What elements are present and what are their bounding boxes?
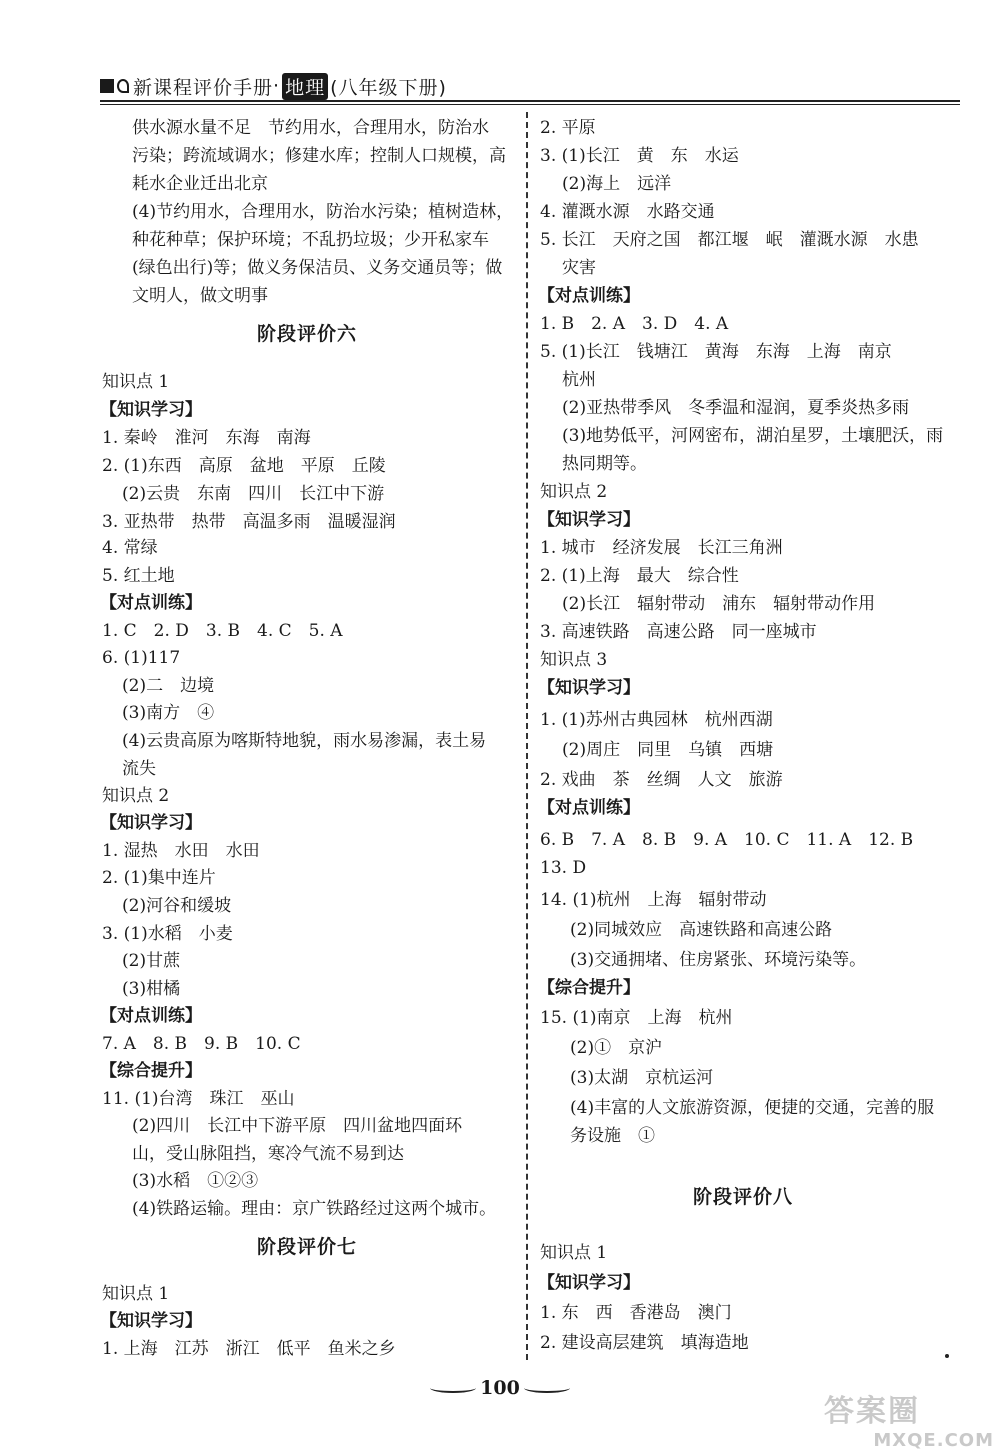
answer-line: 1. B 2. A 3. D 4. A — [540, 314, 729, 334]
answer-line: 7. A 8. B 9. B 10. C — [102, 1034, 301, 1054]
answer-line: (2)同城效应 高速铁路和高速公路 — [570, 920, 833, 940]
footer-ornament-right — [524, 1383, 570, 1393]
answer-line: 4. 常绿 — [102, 538, 158, 558]
answer-line: 山，受山脉阻挡，寒冷气流不易到达 — [132, 1144, 404, 1164]
answer-line: 杭州 — [562, 370, 596, 390]
answer-line: 3. 高速铁路 高速公路 同一座城市 — [540, 622, 817, 642]
answer-line: 种花种草；保护环境；不乱扔垃圾；少开私家车 — [132, 230, 489, 250]
answer-line: 5. 长江 天府之国 都江堰 岷 灌溉水源 水患 — [540, 230, 919, 250]
answer-line: (3)交通拥堵、住房紧张、环境污染等。 — [570, 950, 867, 970]
answer-line: 耗水企业迁出北京 — [132, 174, 268, 194]
answer-line: 知识点 2 — [540, 482, 608, 502]
answer-line: (3)太湖 京杭运河 — [570, 1068, 714, 1088]
page-number: 100 — [480, 1377, 520, 1399]
book-title: 新课程评价手册 — [133, 76, 274, 99]
answer-line: 1. C 2. D 3. B 4. C 5. A — [102, 621, 343, 641]
answer-line: (绿色出行)等；做义务保洁员、义务交通员等；做 — [132, 258, 503, 278]
answer-line: 6. (1)117 — [102, 648, 181, 668]
answer-line: 知识点 2 — [102, 786, 170, 806]
answer-line: 14. (1)杭州 上海 辐射带动 — [540, 890, 767, 910]
answer-line: 2. (1)东西 高原 盆地 平原 丘陵 — [102, 456, 386, 476]
answer-line: 1. (1)苏州古典园林 杭州西湖 — [540, 710, 773, 730]
answer-line: 知识点 1 — [102, 1284, 170, 1304]
answer-line: 11. (1)台湾 珠江 巫山 — [102, 1089, 295, 1109]
section-heading: 【对点训练】 — [538, 798, 640, 818]
answer-line: 15. (1)南京 上海 杭州 — [540, 1008, 733, 1028]
answer-line: (2)河谷和缓坡 — [122, 896, 232, 916]
answer-line: (2)四川 长江中下游平原 四川盆地四面环 — [132, 1116, 463, 1136]
answer-line: (2)长江 辐射带动 浦东 辐射带动作用 — [562, 594, 876, 614]
answer-line: 3. (1)长江 黄 东 水运 — [540, 146, 739, 166]
answer-line: 4. 灌溉水源 水路交通 — [540, 202, 715, 222]
answer-line: 1. 秦岭 淮河 东海 南海 — [102, 428, 311, 448]
answer-line: 5. (1)长江 钱塘江 黄海 东海 上海 南京 — [540, 342, 892, 362]
stage-title: 阶段评价八 — [693, 1186, 794, 1208]
answer-line: (3)水稻 ①②③ — [132, 1171, 259, 1191]
header-rule-thin — [100, 104, 960, 105]
section-heading: 【综合提升】 — [538, 978, 640, 998]
answer-line: 3. (1)水稻 小麦 — [102, 924, 233, 944]
answer-line: 知识点 1 — [540, 1243, 608, 1263]
watermark — [824, 1386, 994, 1451]
answer-line: 2. 建设高层建筑 填海造地 — [540, 1333, 749, 1353]
section-heading: 【知识学习】 — [100, 813, 202, 833]
section-heading: 【知识学习】 — [538, 1273, 640, 1293]
answer-line: 2. 平原 — [540, 118, 596, 138]
header-separator: · — [273, 75, 281, 97]
answer-line: 流失 — [122, 759, 156, 779]
page-header — [100, 72, 960, 100]
answer-line: 13. D — [540, 858, 587, 878]
section-heading: 【知识学习】 — [538, 678, 640, 698]
answer-line: (2)亚热带季风 冬季温和湿润，夏季炎热多雨 — [562, 398, 910, 418]
header-rule — [100, 100, 960, 102]
footer-ornament-left — [430, 1383, 476, 1393]
stage-title: 阶段评价六 — [257, 323, 358, 345]
answer-line: (4)铁路运输。理由：京广铁路经过这两个城市。 — [132, 1199, 497, 1219]
answer-line: (4)云贵高原为喀斯特地貌，雨水易渗漏，表土易 — [122, 731, 487, 751]
section-heading: 【知识学习】 — [100, 400, 202, 420]
section-heading: 【知识学习】 — [100, 1311, 202, 1331]
answer-line: 2. (1)上海 最大 综合性 — [540, 566, 739, 586]
book-logo-icon — [100, 79, 114, 93]
answer-line: 污染；跨流域调水；修建水库；控制人口规模，高 — [132, 146, 506, 166]
answer-line: (2)① 京沪 — [570, 1038, 663, 1058]
answer-line: 1. 湿热 水田 水田 — [102, 841, 260, 861]
section-heading: 【知识学习】 — [538, 510, 640, 530]
answer-line: 3. 亚热带 热带 高温多雨 温暖湿润 — [102, 512, 396, 532]
watermark-logo: 答案圈 — [824, 1394, 920, 1429]
answer-line: (2)二 边境 — [122, 676, 215, 696]
answer-line: (3)地势低平，河网密布，湖泊星罗，土壤肥沃，雨 — [562, 426, 944, 446]
answer-line: 1. 城市 经济发展 长江三角洲 — [540, 538, 783, 558]
leaf-logo-icon — [117, 79, 129, 93]
answer-line: (3)柑橘 — [122, 979, 181, 999]
answer-line: 知识点 1 — [102, 372, 170, 392]
answer-line: (4)节约用水，合理用水，防治水污染；植树造林， — [132, 202, 514, 222]
answer-line: (2)海上 远洋 — [562, 174, 672, 194]
column-divider — [526, 112, 528, 1360]
subject-badge: 地理 — [282, 73, 328, 100]
answer-line: 灾害 — [562, 258, 596, 278]
answer-line: (2)周庄 同里 乌镇 西塘 — [562, 740, 774, 760]
answer-line: (4)丰富的人文旅游资源，便捷的交通，完善的服 — [570, 1098, 935, 1118]
answer-line: (3)南方 ④ — [122, 703, 215, 723]
watermark-url: MXQE.COM — [873, 1430, 994, 1451]
section-heading: 【对点训练】 — [538, 286, 640, 306]
answer-line: 文明人，做文明事 — [132, 286, 268, 306]
answer-line: 1. 上海 江苏 浙江 低平 鱼米之乡 — [102, 1339, 396, 1359]
answer-line: 6. B 7. A 8. B 9. A 10. C 11. A 12. B — [540, 830, 914, 850]
section-heading: 【综合提升】 — [100, 1061, 202, 1081]
answer-line: 知识点 3 — [540, 650, 608, 670]
answer-line: 1. 东 西 香港岛 澳门 — [540, 1303, 732, 1323]
section-heading: 【对点训练】 — [100, 593, 202, 613]
answer-line: (2)甘蔗 — [122, 951, 181, 971]
answer-line: 务设施 ① — [570, 1126, 655, 1146]
answer-line: 热同期等。 — [562, 454, 647, 474]
answer-line: 2. (1)集中连片 — [102, 868, 216, 888]
stage-title: 阶段评价七 — [257, 1236, 358, 1258]
answer-line: 供水源水量不足 节约用水，合理用水，防治水 — [132, 118, 489, 138]
stray-dot — [945, 1354, 949, 1358]
answer-line: (2)云贵 东南 四川 长江中下游 — [122, 484, 385, 504]
grade-label: (八年级下册) — [330, 76, 447, 99]
section-heading: 【对点训练】 — [100, 1006, 202, 1026]
answer-line: 5. 红土地 — [102, 566, 175, 586]
answer-line: 2. 戏曲 茶 丝绸 人文 旅游 — [540, 770, 783, 790]
